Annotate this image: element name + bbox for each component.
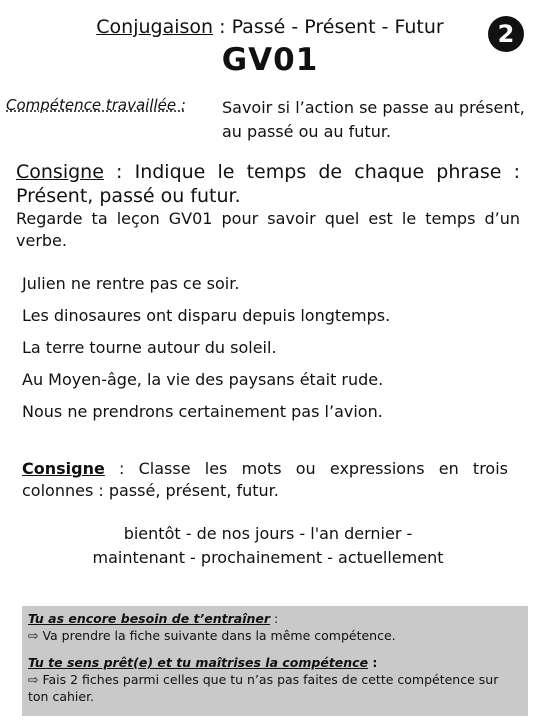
word-list (0, 522, 536, 570)
competence-text (222, 96, 534, 144)
info-heading-2-suffix: : (368, 655, 378, 670)
word-list-line-1: bientôt - de nos jours - l'an dernier - (123, 524, 413, 543)
consigne-1-hint: Regarde ta leçon GV01 pour savoir quel est le temps d’un verbe. (16, 209, 520, 250)
consigne-1-text: : Indique le temps de chaque phrase : Présent, passé ou futur. (16, 161, 520, 207)
sentence-3: La terre tourne autour du soleil. (22, 338, 277, 357)
consigne-2-label: Consigne (22, 459, 105, 478)
consigne-2-text: : Classe les mots ou expressions en trois colonnes : passé, présent, futur. (22, 459, 508, 500)
info-heading-1-text: Tu as encore besoin de t’entraîner (28, 611, 271, 626)
info-heading-2-text: Tu te sens prêt(e) et tu maîtrises la compétence (28, 655, 369, 670)
arrow-right-icon: ⇨ (28, 672, 39, 687)
header-subtitle: Passé - Présent - Futur (231, 16, 444, 38)
word-list-line-2: maintenant - prochainement - actuellement (92, 548, 444, 567)
consigne-2 (22, 458, 508, 502)
header-line (0, 16, 540, 38)
header-separator: : (213, 16, 232, 38)
info-text-1 (28, 627, 522, 644)
consigne-1-label: Consigne (16, 161, 104, 183)
subject-title: Conjugaison (96, 16, 214, 38)
sheet-number-badge: 2 (488, 16, 524, 52)
info-text-1-content: Va prendre la fiche suivante dans la même compétence. (38, 628, 396, 643)
sentence-1: Julien ne rentre pas ce soir. (22, 274, 240, 293)
competence-line-2: au passé ou au futur. (222, 122, 392, 141)
info-heading-1-suffix: : (270, 611, 279, 626)
sentence-5: Nous ne prendrons certainement pas l’avion. (22, 402, 383, 421)
info-heading-2 (28, 654, 522, 671)
info-text-2-content: Fais 2 fiches parmi celles que tu n’as pas faites de cette compétence sur ton cahier. (28, 672, 499, 704)
arrow-right-icon: ⇨ (28, 628, 39, 643)
sentence-2: Les dinosaures ont disparu depuis longtemps. (22, 306, 391, 325)
competence-line-1: Savoir si l’action se passe au présent, (222, 98, 525, 117)
sentence-4: Au Moyen-âge, la vie des paysans était rude. (22, 370, 384, 389)
info-text-2 (28, 671, 522, 705)
consigne-1 (16, 160, 520, 208)
info-heading-1 (28, 610, 522, 627)
competence-label: Compétence travaillée : (6, 96, 186, 114)
info-box (22, 606, 528, 716)
sheet-code: GV01 (221, 42, 319, 78)
